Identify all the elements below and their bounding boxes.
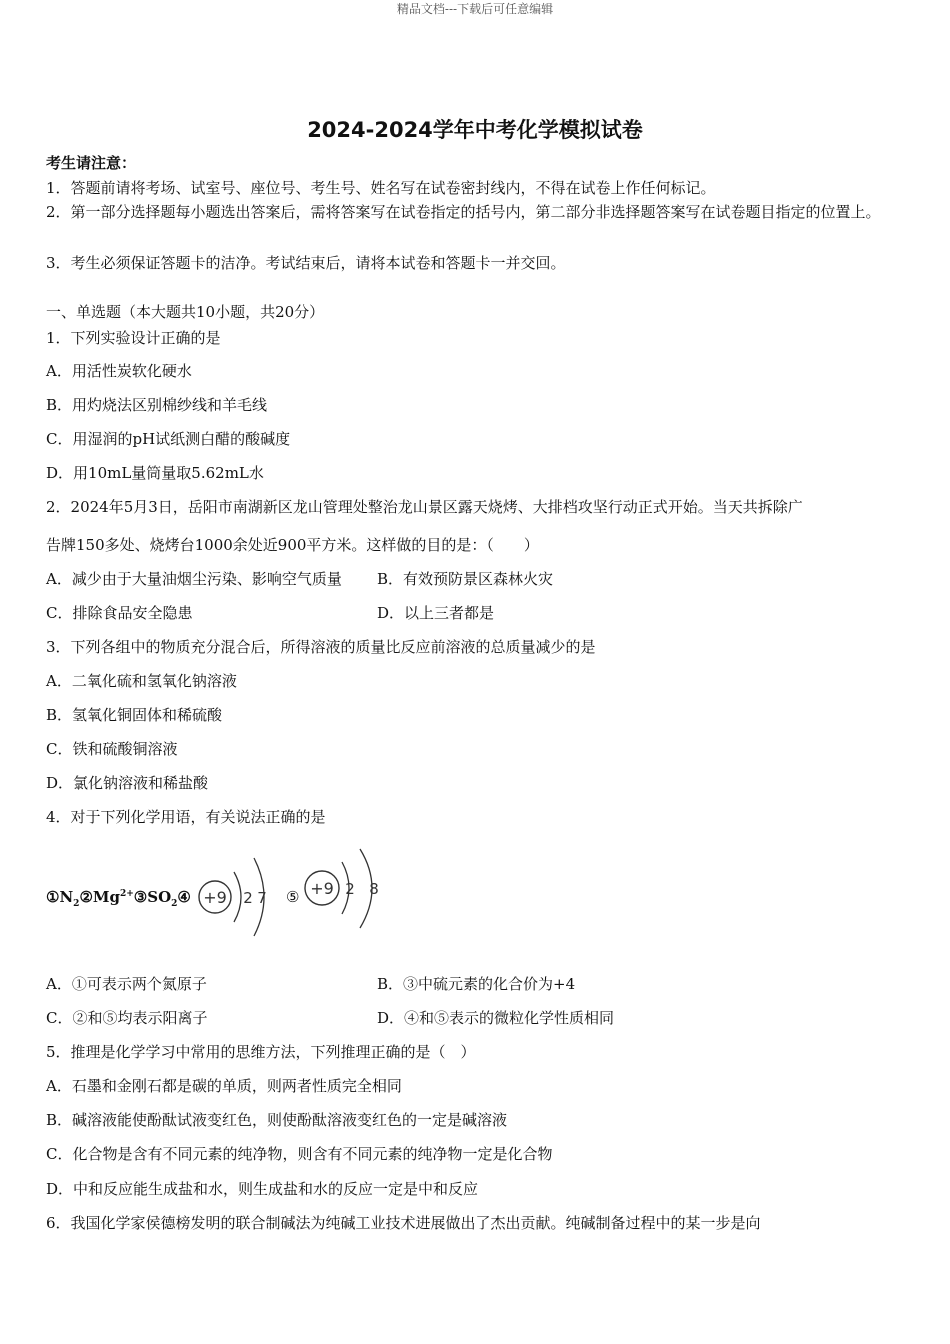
notice-item-3: 3．考生必须保证答题卡的洁净。考试结束后，请将本试卷和答题卡一并交回。 bbox=[46, 254, 566, 272]
q5-stem: 5．推理是化学学习中常用的思维方法，下列推理正确的是（ ） bbox=[46, 1043, 476, 1061]
q4-option-b: B．③中硫元素的化合价为+4 bbox=[377, 975, 576, 993]
q4-stem: 4．对于下列化学用语，有关说法正确的是 bbox=[46, 808, 326, 826]
formula-3-subscript: 2 bbox=[171, 899, 178, 909]
atom-structure-diagram-4 bbox=[198, 850, 278, 942]
q5-option-d: D．中和反应能生成盐和水，则生成盐和水的反应一定是中和反应 bbox=[46, 1180, 479, 1198]
notice-item-2: 2．第一部分选择题每小题选出答案后，需将答案写在试卷指定的括号内，第二部分非选择题答案写在试卷题目指定的位置上。 bbox=[46, 203, 881, 221]
q4-option-a: A．①可表示两个氮原子 bbox=[46, 975, 207, 993]
q1-option-b: B．用灼烧法区别棉纱线和羊毛线 bbox=[46, 396, 268, 414]
q5-option-c: C．化合物是含有不同元素的纯净物，则含有不同元素的纯净物一定是化合物 bbox=[46, 1145, 553, 1163]
formula-5-marker: ⑤ bbox=[286, 888, 300, 906]
formula-4-marker: ④ bbox=[177, 888, 191, 906]
q2-option-c: C．排除食品安全隐患 bbox=[46, 604, 193, 622]
nucleus-charge: +9 bbox=[310, 879, 334, 898]
formula-2-superscript: 2+ bbox=[119, 889, 134, 899]
q4-option-c: C．②和⑤均表示阳离子 bbox=[46, 1009, 208, 1027]
q5-option-b: B．碱溶液能使酚酞试液变红色，则使酚酞溶液变红色的一定是碱溶液 bbox=[46, 1111, 508, 1129]
formula-3: ③SO bbox=[133, 888, 172, 906]
q1-option-c: C．用湿润的pH试纸测白醋的酸碱度 bbox=[46, 430, 291, 448]
q3-option-d: D．氯化钠溶液和稀盐酸 bbox=[46, 774, 209, 792]
q2-option-d: D．以上三者都是 bbox=[377, 604, 495, 622]
shell-1-electrons: 2 bbox=[243, 889, 253, 907]
q4-formula-list bbox=[46, 888, 191, 909]
page-title: 2024-2024学年中考化学模拟试卷 bbox=[307, 118, 643, 142]
q3-stem: 3．下列各组中的物质充分混合后，所得溶液的质量比反应前溶液的总质量减少的是 bbox=[46, 638, 596, 656]
q1-option-d: D．用10mL量筒量取5.62mL水 bbox=[46, 464, 264, 482]
q2-option-a: A．减少由于大量油烟尘污染、影响空气质量 bbox=[46, 570, 342, 588]
shell-1-electrons: 2 bbox=[345, 880, 355, 898]
page-header: 精品文档---下载后可任意编辑 bbox=[396, 2, 554, 16]
formula-1-subscript: 2 bbox=[73, 899, 80, 909]
q4-option-d: D．④和⑤表示的微粒化学性质相同 bbox=[377, 1009, 615, 1027]
shell-arc-1 bbox=[234, 872, 241, 922]
atom-structure-diagram-5 bbox=[302, 846, 386, 938]
q3-option-b: B．氢氧化铜固体和稀硫酸 bbox=[46, 706, 223, 724]
q5-option-a: A．石墨和金刚石都是碳的单质，则两者性质完全相同 bbox=[46, 1077, 402, 1095]
q6-stem: 6．我国化学家侯德榜发明的联合制碱法为纯碱工业技术进展做出了杰出贡献。纯碱制备过程中的某一步是向 bbox=[46, 1214, 761, 1232]
q3-option-a: A．二氧化硫和氢氧化钠溶液 bbox=[46, 672, 237, 690]
notice-item-1: 1．答题前请将考场、试室号、座位号、考生号、姓名写在试卷密封线内，不得在试卷上作任何标记。 bbox=[46, 179, 716, 197]
q1-option-a: A．用活性炭软化硬水 bbox=[46, 362, 192, 380]
nucleus-charge: +9 bbox=[203, 888, 227, 907]
q1-stem: 1．下列实验设计正确的是 bbox=[46, 329, 221, 347]
q3-option-c: C．铁和硫酸铜溶液 bbox=[46, 740, 178, 758]
formula-2: ②Mg bbox=[79, 888, 120, 906]
q2-stem-line1: 2．2024年5月3日，岳阳市南湖新区龙山管理处整治龙山景区露天烧烤、大排档攻坚行动正式开始。当天共拆除广 bbox=[46, 498, 803, 516]
section-heading: 一、单选题（本大题共10小题，共20分） bbox=[46, 303, 325, 321]
q2-stem-line2: 告牌150多处、烧烤台1000余处近900平方米。这样做的目的是：（ ） bbox=[46, 536, 539, 554]
formula-1: ①N bbox=[46, 888, 74, 906]
notice-heading: 考生请注意： bbox=[46, 154, 137, 172]
shell-2-electrons: 8 bbox=[369, 880, 379, 898]
q2-option-b: B．有效预防景区森林火灾 bbox=[377, 570, 554, 588]
shell-2-electrons: 7 bbox=[257, 889, 267, 907]
